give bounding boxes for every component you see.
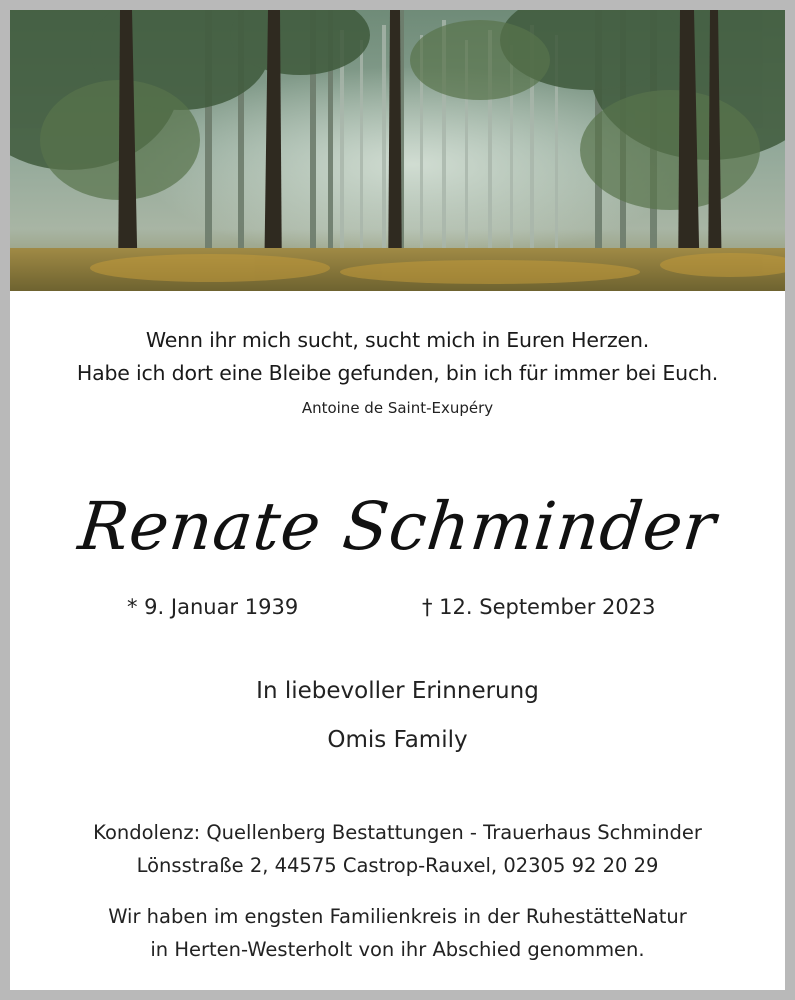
family-signature: Omis Family xyxy=(327,727,468,753)
condolence-address: Lönsstraße 2, 44575 Castrop-Rauxel, 02305 92 20 29 xyxy=(136,854,659,877)
quote-author: Antoine de Saint-Exupéry xyxy=(301,399,494,417)
obituary-card xyxy=(10,10,785,990)
deceased-name: Renate Schminder xyxy=(74,488,720,565)
condolence-line-1: Kondolenz: Quellenberg Bestattungen - Trauerhaus Schminder xyxy=(93,821,702,844)
memorial-line: In liebevoller Erinnerung xyxy=(256,678,539,704)
farewell-line-1: Wir haben im engsten Familienkreis in der RuhestätteNatur xyxy=(108,905,687,928)
birth-date: * 9. Januar 1939 xyxy=(127,595,299,619)
forest-photo xyxy=(10,10,785,291)
farewell-line-2: in Herten-Westerholt von ihr Abschied genommen. xyxy=(150,938,645,961)
death-date: † 12. September 2023 xyxy=(422,595,656,619)
quote-line-2: Habe ich dort eine Bleibe gefunden, bin ich für immer bei Euch. xyxy=(76,361,719,385)
quote-line-1: Wenn ihr mich sucht, sucht mich in Euren Herzen. xyxy=(145,328,650,352)
